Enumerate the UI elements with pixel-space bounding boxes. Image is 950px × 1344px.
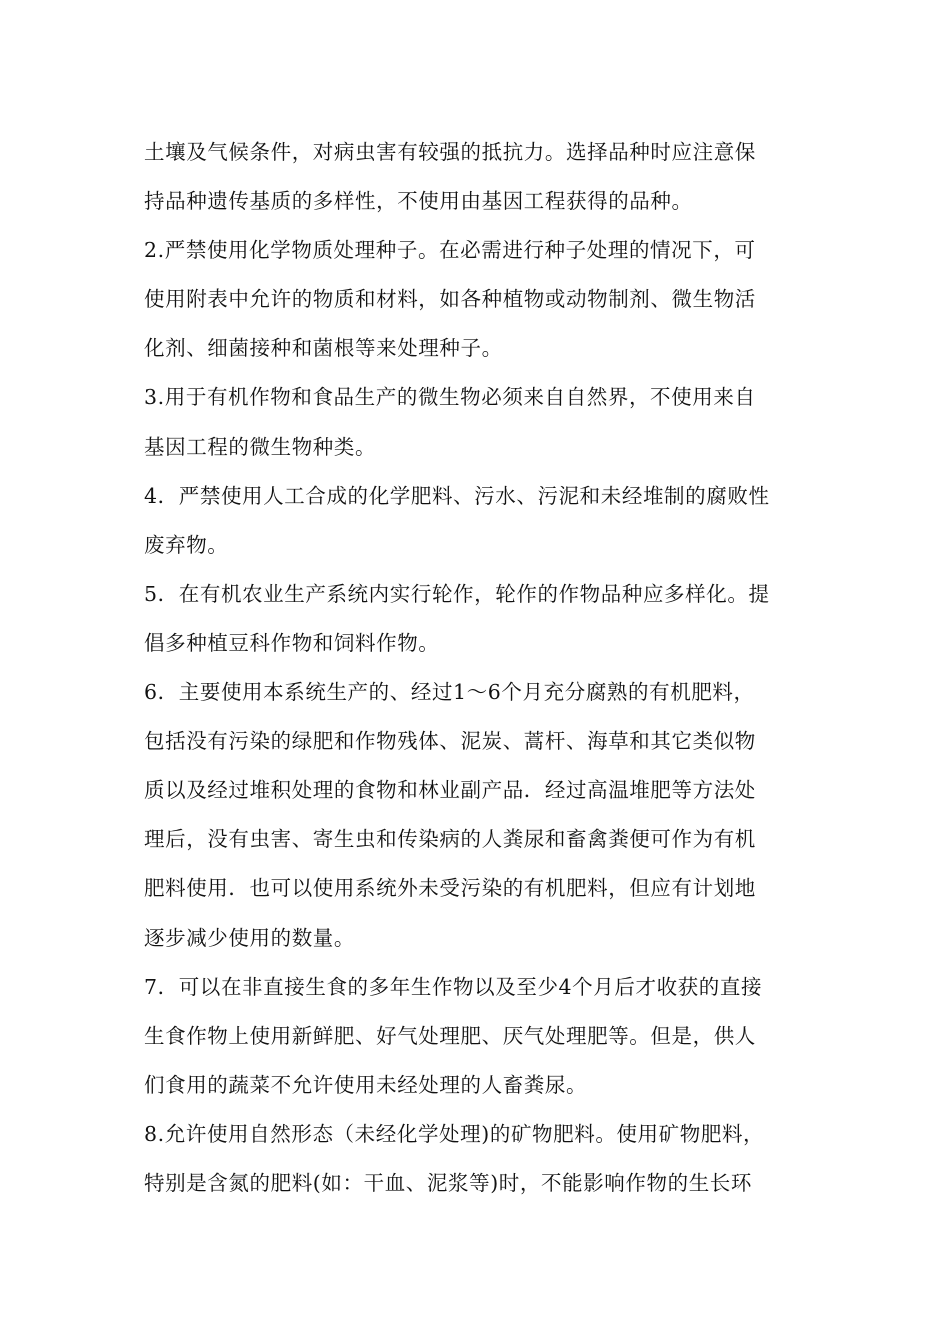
text-line: 生食作物上使用新鲜肥、好气处理肥、厌气处理肥等。但是，供人 bbox=[144, 1023, 756, 1048]
text-line: 包括没有污染的绿肥和作物残体、泥炭、蒿杆、海草和其它类似物 bbox=[144, 729, 756, 754]
text-line: 3.用于有机作物和食品生产的微生物必须来自自然界，不使用来自 bbox=[144, 385, 756, 410]
text-line: 8.允许使用自然形态（未经化学处理)的矿物肥料。使用矿物肥料， bbox=[144, 1121, 765, 1146]
text-line: 特别是含氮的肥料(如：干血、泥浆等)时，不能影响作物的生长环 bbox=[144, 1170, 752, 1195]
text-line: 持品种遗传基质的多样性，不使用由基因工程获得的品种。 bbox=[144, 189, 693, 214]
text-line: 废弃物。 bbox=[144, 532, 229, 557]
text-line: 化剂、细菌接种和菌根等来处理种子。 bbox=[144, 336, 503, 361]
text-line: 2.严禁使用化学物质处理种子。在必需进行种子处理的情况下，可 bbox=[144, 238, 756, 263]
text-line: 理后，没有虫害、寄生虫和传染病的人粪尿和畜禽粪便可作为有机 bbox=[144, 827, 756, 852]
text-line: 逐步减少使用的数量。 bbox=[144, 925, 355, 950]
text-line: 基因工程的微生物种类。 bbox=[144, 434, 377, 459]
document-body bbox=[144, 128, 808, 1208]
text-line: 质以及经过堆积处理的食物和林业副产品．经过高温堆肥等方法处 bbox=[144, 778, 756, 803]
text-line: 肥料使用．也可以使用系统外未受污染的有机肥料，但应有计划地 bbox=[144, 876, 756, 901]
text-line: 5．在有机农业生产系统内实行轮作，轮作的作物品种应多样化。提 bbox=[144, 581, 770, 606]
text-line: 们食用的蔬菜不允许使用未经处理的人畜粪尿。 bbox=[144, 1072, 588, 1097]
text-line: 倡多种植豆科作物和饲料作物。 bbox=[144, 630, 440, 655]
text-line: 6．主要使用本系统生产的、经过1～6个月充分腐熟的有机肥料， bbox=[144, 680, 755, 705]
text-line: 4．严禁使用人工合成的化学肥料、污水、污泥和未经堆制的腐败性 bbox=[144, 483, 770, 508]
text-line: 使用附表中允许的物质和材料，如各种植物或动物制剂、微生物活 bbox=[144, 287, 756, 312]
text-line: 7．可以在非直接生食的多年生作物以及至少4个月后才收获的直接 bbox=[144, 974, 763, 999]
text-line: 土壤及气候条件，对病虫害有较强的抵抗力。选择品种时应注意保 bbox=[144, 140, 756, 164]
